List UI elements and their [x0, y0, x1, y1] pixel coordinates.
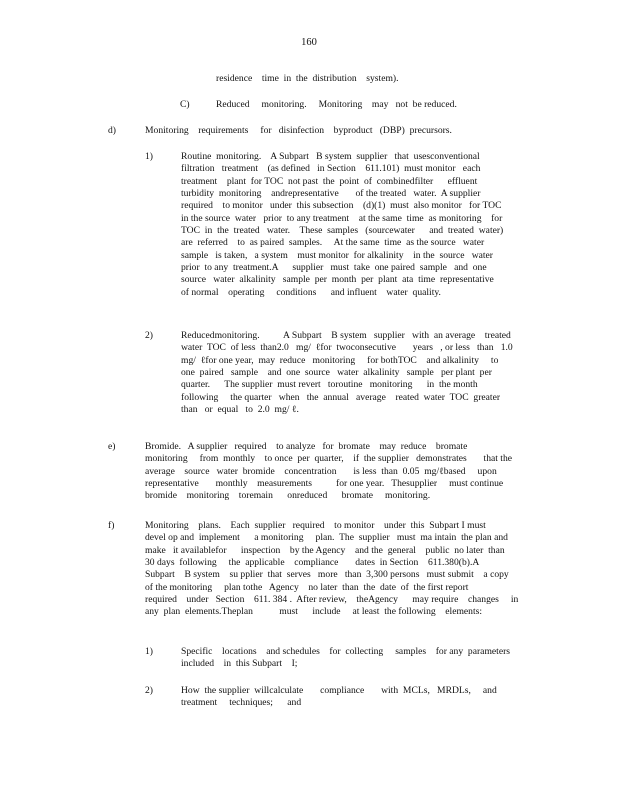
- carryover-text: residence time in the distribution system).: [216, 73, 399, 84]
- text-line: representative monthly measurements for one year. Thesupplier must continue: [145, 478, 504, 490]
- text-line: Reducedmonitoring. A Subpart B system supplier with an average treated: [181, 330, 511, 341]
- item-f2-marker: 2): [145, 685, 153, 696]
- text-line: monitoring from monthly to once per quarter, if the supplier demonstrates that the: [145, 453, 513, 465]
- item-d2-marker: 2): [145, 330, 153, 341]
- text-line: water TOC of less than2.0 mg/ ℓfor twoconsecutive years , or less than 1.0: [181, 342, 513, 354]
- text-line: required to monitor under this subsection (d)(1) must also monitor for TOC: [181, 200, 502, 212]
- text-line: How the supplier willcalculate compliance with MCLs, MRDLs, and: [181, 685, 497, 696]
- item-f1-marker: 1): [145, 646, 153, 657]
- text-line: are referred to as paired samples. At the same time as the source water: [181, 237, 485, 249]
- item-c-text: Reduced monitoring. Monitoring may not be reduced.: [216, 99, 457, 110]
- item-f-paragraph: [145, 520, 518, 619]
- item-c-marker: C): [180, 99, 190, 110]
- item-d-marker: d): [108, 125, 116, 136]
- text-line: 30 days following the applicable compliance dates in Section 611.380(b).A: [145, 557, 480, 569]
- item-d-heading: Monitoring requirements for disinfection byproduct (DBP) precursors.: [145, 125, 452, 136]
- text-line: Bromide. A supplier required to analyze for bromate may reduce bromate: [145, 441, 468, 452]
- text-line: one paired sample and one source water alkalinity sample per plant per: [181, 367, 492, 379]
- text-line: required under Section 611. 384 . After review, theAgency may require changes in: [145, 594, 519, 606]
- text-line: mg/ ℓfor one year, may reduce monitoring for bothTOC and alkalinity to: [181, 354, 499, 366]
- text-line: quarter. The supplier must revert toroutine monitoring in the month: [181, 379, 478, 391]
- item-d2-paragraph: [181, 330, 513, 416]
- text-line: than or equal to 2.0 mg/ ℓ.: [181, 404, 299, 416]
- item-f-marker: f): [108, 520, 115, 531]
- text-line: bromide monitoring toremain onreduced bromate monitoring.: [145, 490, 431, 502]
- text-line: filtration treatment (as defined in Section 611.101) must monitor each: [181, 163, 481, 175]
- text-line: make it availablefor inspection by the Agency and the general public no later than: [145, 544, 505, 556]
- text-line: turbidity monitoring andrepresentative of the treated water. A supplier: [181, 188, 481, 200]
- text-line: Monitoring plans. Each supplier required to monitor under this Subpart I must: [145, 520, 486, 531]
- text-line: prior to any treatment.A supplier must take one paired sample and one: [181, 262, 487, 274]
- item-d1-paragraph: [181, 151, 503, 299]
- item-e-marker: e): [108, 441, 116, 452]
- item-f1-paragraph: [181, 646, 510, 671]
- text-line: following the quarter when the annual average reated water TOC greater: [181, 391, 501, 403]
- text-line: devel op and implement a monitoring plan. The supplier must ma intain the plan and: [145, 532, 508, 544]
- text-line: average source water bromide concentration is less than 0.05 mg/ℓbased upon: [145, 465, 497, 477]
- text-line: source water alkalinity sample per month per plant ata time representative: [181, 274, 494, 286]
- text-line: of the monitoring plan tothe Agency no later than the date of the first report: [145, 581, 469, 593]
- text-line: included in this Subpart I;: [181, 658, 298, 670]
- text-line: treatment plant for TOC not past the point of combinedfilter effluent: [181, 175, 478, 187]
- text-line: treatment techniques; and: [181, 697, 302, 709]
- text-line: of normal operating conditions and influent water quality.: [181, 286, 441, 298]
- text-line: TOC in the treated water. These samples (sourcewater and treated water): [181, 225, 504, 237]
- item-e-paragraph: [145, 441, 512, 503]
- page-number: 160: [301, 37, 317, 48]
- text-line: Routine monitoring. A Subpart B system supplier that usesconventional: [181, 151, 480, 162]
- item-f2-paragraph: [181, 685, 497, 710]
- text-line: Subpart B system su pplier that serves more than 3,300 persons must submit a copy: [145, 569, 509, 581]
- text-line: any plan elements.Theplan must include at least the following elements:: [145, 606, 483, 618]
- text-line: sample is taken, a system must monitor for alkalinity in the source water: [181, 249, 493, 261]
- item-d1-marker: 1): [145, 151, 153, 162]
- text-line: Specific locations and schedules for collecting samples for any parameters: [181, 646, 511, 657]
- text-line: in the source water prior to any treatment at the same time as monitoring for: [181, 212, 503, 224]
